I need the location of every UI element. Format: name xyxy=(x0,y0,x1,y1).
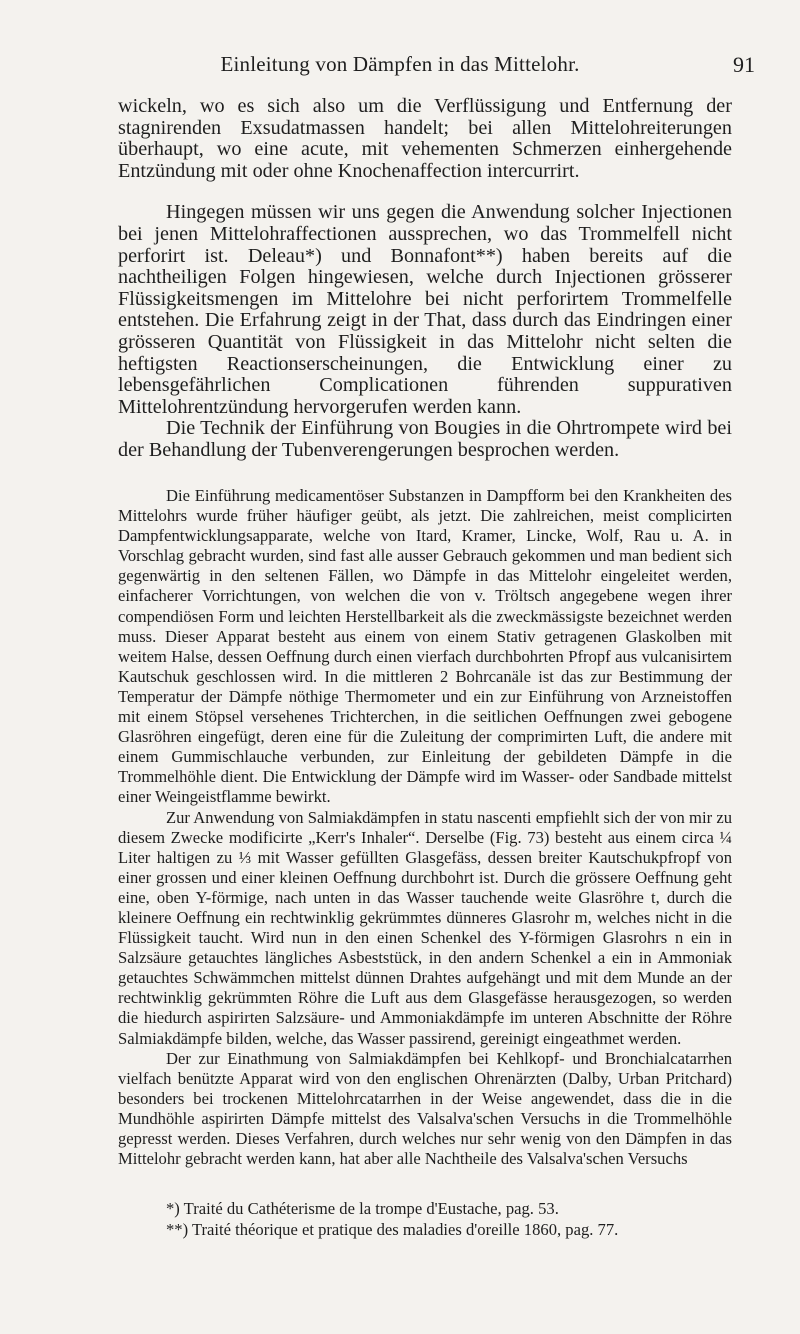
paragraph: wickeln, wo es sich also um die Verflüssigung und Entfernung der stagnirenden Exsudatmassen handelt; bei allen Mittelohreiterungen überhaupt, wo eine acute, mit vehementen Schmerzen einhergehende Entzündung mit oder ohne Knochenaffection intercurrirt. xyxy=(118,95,732,182)
paragraph: Die Technik der Einführung von Bougies in die Ohrtrompete wird bei der Behandlung der Tubenverengerungen besprochen werden. xyxy=(118,417,732,461)
page-header xyxy=(0,52,800,82)
footnotes xyxy=(118,1198,732,1240)
small-paragraph: Der zur Einathmung von Salmiakdämpfen bei Kehlkopf- und Bronchialcatarrhen vielfach benützte Apparat wird von den englischen Ohrenärzten (Dalby, Urban Pritchard) besonders bei trockenen Mittelohrcatarrhen in der Weise angewendet, dass die in die Mundhöhle aspirirten Dämpfe mittelst des Valsalva'schen Versuchs in die Trommelhöhle gepresst werden. Dieses Verfahren, durch welches nur sehr wenig von den Dämpfen in das Mittelohr gebracht werden kann, hat aber alle Nachtheile des Valsalva'schen Versuchs xyxy=(118,1048,732,1169)
main-text-small xyxy=(118,486,732,1169)
footnote: *) Traité du Cathéterisme de la trompe d'Eustache, pag. 53. xyxy=(166,1199,559,1218)
main-text-large xyxy=(118,96,732,462)
paragraph: Hingegen müssen wir uns gegen die Anwendung solcher Injectionen bei jenen Mittelohraffectionen aussprechen, wo das Trommelfell nicht perforirt ist. Deleau*) und Bonnafont**) haben bereits auf die nachtheiligen Folgen hingewiesen, welche durch Injectionen grösserer Flüssigkeitsmengen im Mittelohre bei nicht perforirtem Trommelfelle entstehen. Die Erfahrung zeigt in der That, dass durch das Eindringen einer grösseren Quantität von Flüssigkeit in das Mittelohr nicht selten die heftigsten Reactionserscheinungen, die Entwicklung einer zu lebensgefährlichen Complicationen führenden suppurativen Mittelohrentzündung hervorgerufen werden kann. xyxy=(118,201,732,418)
footnote: **) Traité théorique et pratique des maladies d'oreille 1860, pag. 77. xyxy=(166,1220,619,1239)
small-paragraph: Zur Anwendung von Salmiakdämpfen in statu nascenti empfiehlt sich der von mir zu diesem Zwecke modificirte „Kerr's Inhaler“. Derselbe (Fig. 73) besteht aus einem circa ¼ Liter haltigen zu ⅓ mit Wasser gefüllten Glasgefäss, dessen breiter Kautschukpfropf von einer grossen und einer kleinen Oeffnung durchbohrt ist. Durch die grössere Oeffnung geht eine, oben Y-förmige, nach unten in das Wasser tauchende weite Glasröhre t, durch die kleinere Oeffnung ein rechtwinklig gekrümmtes dünneres Glasrohr m, welches nicht in die Flüssigkeit taucht. Wird nun in den einen Schenkel des Y-förmigen Glasrohrs n ein in Salzsäure getauchtes längliches Asbeststück, in den andern Schenkel a ein in Ammoniak getauchtes Schwämmchen mittelst dünnen Drahtes aufgehängt und mit dem Munde an der rechtwinklig gekrümmten Röhre die Luft aus dem Glasgefässe herausgezogen, so werden die hiedurch aspirirten Salzsäure- und Ammoniakdämpfe im unteren Abschnitte der Röhre Salmiakdämpfe bilden, welche, das Wasser passirend, gereinigt eingeathmet werden. xyxy=(118,807,732,1048)
page-number: 91 xyxy=(733,52,755,77)
running-title: Einleitung von Dämpfen in das Mittelohr. xyxy=(220,52,580,76)
small-paragraph: Die Einführung medicamentöser Substanzen in Dampfform bei den Krankheiten des Mittelohrs wurde früher häufiger geübt, als jetzt. Die zahlreichen, meist complicirten Dampfentwicklungsapparate, welche von Itard, Kramer, Lincke, Wolf, Rau u. A. in Vorschlag gebracht wurden, sind fast alle ausser Gebrauch gekommen und man bedient sich gegenwärtig in den seltenen Fällen, wo Dämpfe in das Mittelohr eingeleitet werden, einfacherer Vorrichtungen, von welchen die von v. Tröltsch angegebene wegen ihrer compendiösen Form und leichten Herstellbarkeit als die zweckmässigste bezeichnet werden muss. Dieser Apparat besteht aus einem von einem Stativ getragenen Glaskolben mit weitem Halse, dessen Oeffnung durch einen vierfach durchbohrten Pfropf aus vulcanisirtem Kautschuk geschlossen wird. In die mittleren 2 Bohrcanäle ist das zur Bestimmung der Temperatur der Dämpfe nöthige Thermometer und ein zur Einführung von Arzneistoffen mit einem Stöpsel versehenes Trichterchen, in die seitlichen Oeffnungen zwei gebogene Glasröhren eingefügt, deren eine für die Zuleitung der comprimirten Luft, die andere mit einem Gummischlauche verbunden, zur Einleitung der gebildeten Dämpfe in die Trommelhöhle dient. Die Entwicklung der Dämpfe wird im Wasser- oder Sandbade mittelst einer Weingeistflamme bewirkt. xyxy=(118,486,732,807)
